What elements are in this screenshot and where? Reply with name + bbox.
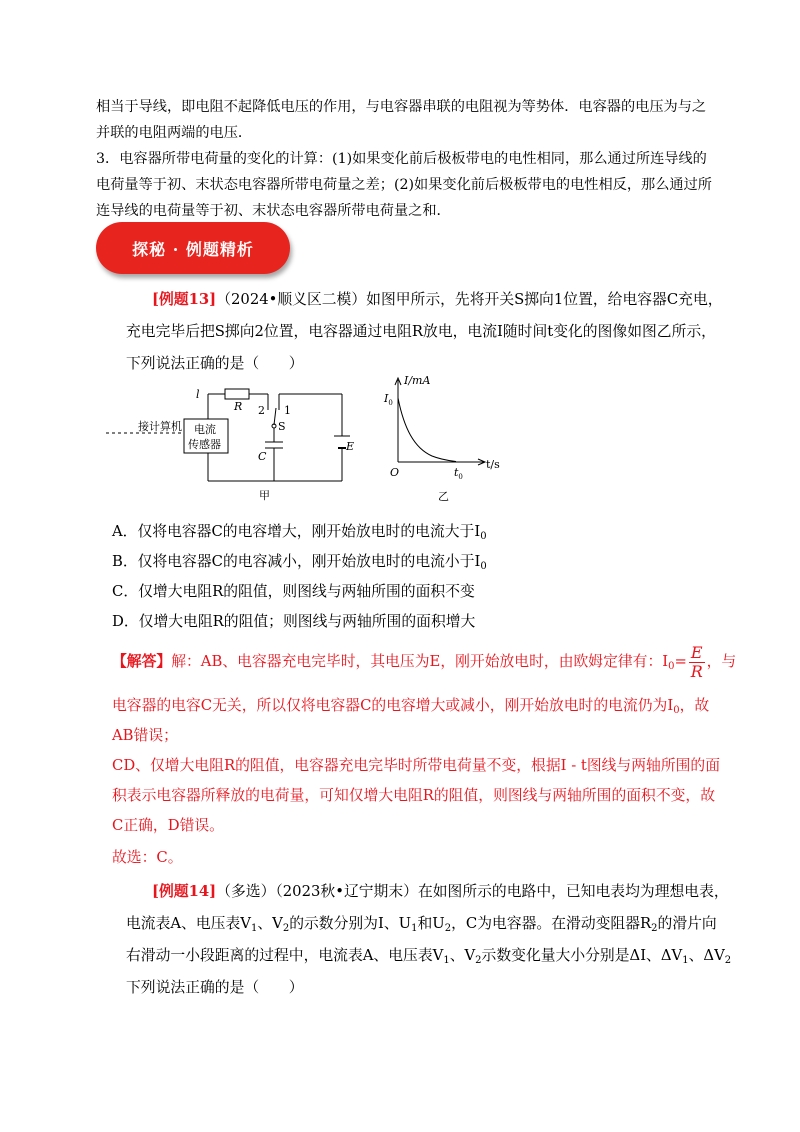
graph-i0-label: $I_0$ — [384, 392, 393, 407]
current-time-graph — [382, 372, 512, 504]
example-13-line-1: [例题13]（2024•顺义区二模）如图甲所示，先将开关S掷向1位置，给电容器C充电， — [152, 291, 723, 308]
switch-position-1: 1 — [284, 404, 291, 417]
resistor-symbol — [225, 389, 249, 399]
answer-line-3: AB错误； — [112, 727, 178, 744]
example-14-line-1: [例题14]（多选）（2023秋•辽宁期末）在如图所示的电路中，已知电表均为理想电表， — [152, 883, 729, 900]
section-banner-label: 探秘 · 例题精析 — [132, 239, 254, 259]
battery-label: E — [346, 440, 355, 453]
graph-origin-label: O — [390, 466, 400, 479]
intro-line-4: 电荷量等于初、末状态电容器所带电荷量之差；(2)如果变化前后极板带电的电性相反，那么通过所 — [96, 177, 712, 193]
example-13-tag: [例题13] — [152, 291, 217, 308]
resistor-label: R — [234, 400, 243, 413]
answer-tag: 【解答】 — [112, 653, 172, 671]
example-14-line-3: 右滑动一小段距离的过程中，电流表A、电压表$V_1$、$V_2$示数变化量大小分别是ΔI、$\Delta V_1$、$\Delta V_2$ — [126, 947, 732, 966]
sensor-label-line-2: 传感器 — [188, 438, 221, 451]
answer-choice: 故选：C。 — [112, 849, 183, 866]
sensor-label-line-1: 电流 — [194, 423, 216, 436]
answer-line-4: CD、仅增大电阻R的阻值，电容器充电完毕时所带电荷量不变，根据I - t图线与两轴所围的面 — [112, 757, 721, 774]
graph-caption: 乙 — [438, 490, 449, 503]
example-14-line-2: 电流表A、电压表$V_1$、$V_2$的示数分别为I、$U_1$和$U_2$，C为电容器。在滑动变阻器$R_2$的滑片向 — [126, 915, 717, 934]
answer-line-1: 【解答】解：AB、电容器充电完毕时，其电压为E，刚开始放电时，由欧姆定律有：$I_0=$ $\frac{E}{R}$ ，与 — [112, 643, 737, 681]
graph-t0-label: $t_0$ — [454, 466, 463, 481]
graph-y-label: I/mA — [404, 374, 431, 387]
answer-line-6: C正确，D错误。 — [112, 817, 224, 834]
answer-line-5: 积表示电容器所释放的电荷量，可知仅增大电阻R的阻值，则图线与两轴所围的面积不变，故 — [112, 787, 716, 804]
answer-line-2: 电容器的电容C无关，所以仅将电容器C的电容增大或减小，刚开始放电时的电流仍为$I_0$，故 — [112, 697, 710, 716]
switch-position-2: 2 — [258, 404, 265, 417]
example-14-line-4: 下列说法正确的是（ ） — [126, 979, 304, 996]
ohms-law-fraction: $\frac{E}{R}$ — [690, 643, 703, 681]
example-13-line-2: 充电完毕后把S掷向2位置，电容器通过电阻R放电，电流I随时间t变化的图像如图乙所示， — [126, 323, 716, 340]
option-b: B．仅将电容器C的电容减小，刚开始放电时的电流小于$I_0$ — [112, 553, 487, 572]
switch-symbol — [274, 408, 276, 425]
wire-label-l: l — [196, 388, 200, 401]
intro-line-2: 并联的电阻两端的电压． — [96, 125, 253, 141]
option-d: D．仅增大电阻R的阻值；则图线与两轴所围的面积增大 — [112, 613, 476, 630]
section-banner — [96, 222, 290, 274]
option-a: A．仅将电容器C的电容增大，刚开始放电时的电流大于$I_0$ — [112, 523, 487, 542]
discharge-curve — [398, 398, 456, 462]
intro-line-3: 3．电容器所带电荷量的变化的计算：(1)如果变化前后极板带电的电性相同，那么通过所连导线的 — [96, 151, 707, 167]
graph-x-label: t/s — [486, 458, 500, 471]
example-13-line-3: 下列说法正确的是（ ） — [126, 355, 304, 372]
circuit-caption: 甲 — [259, 489, 270, 502]
example-14-tag: [例题14] — [152, 883, 217, 900]
intro-line-5: 连导线的电荷量等于初、末状态电容器所带电荷量之和． — [96, 203, 451, 219]
option-c: C．仅增大电阻R的阻值，则图线与两轴所围的面积不变 — [112, 583, 475, 600]
capacitor-label: C — [258, 450, 267, 463]
circuit-diagram — [104, 378, 374, 504]
switch-label: S — [278, 420, 286, 433]
computer-label: 接计算机 — [138, 420, 182, 433]
intro-line-1: 相当于导线，即电阻不起降低电压的作用，与电容器串联的电阻视为等势体．电容器的电压为与之 — [96, 99, 707, 115]
